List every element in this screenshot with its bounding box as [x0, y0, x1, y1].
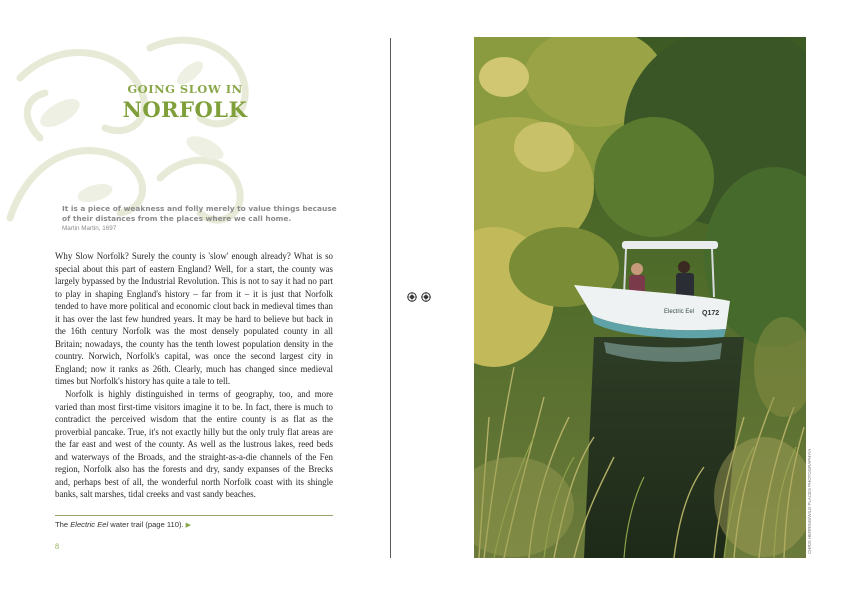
- caption-rule: [55, 515, 333, 516]
- epigraph-attribution: Martin Martin, 1697: [62, 225, 117, 232]
- boat-name-label: Electric Eel: [664, 309, 695, 315]
- registration-mark-icon: [421, 292, 431, 302]
- caption-arrow-icon: ▶: [185, 522, 191, 529]
- page-number: 8: [55, 542, 59, 551]
- boat-in-reeds-photo: [474, 37, 806, 558]
- registration-mark-icon: [407, 292, 417, 302]
- paragraph-1: Why Slow Norfolk? Surely the county is 'slow' enough already? What is so special about this part of eastern England? Well, for a start, the county was largely bypassed by the Industrial Revolution. This is not to say it had no part to play in shaping England's history – far from it – it is just that Norfolk tended to have more political and economic clout back in medieval times than it has over the last few hundred years. It may be hard to believe but back in the 16th century Norfolk was the most densely populated county in all Britain; nowadays, the county has the tenth lowest population density in the country. Norwich, Norfolk's capital, was once the second largest city in England; now it ranks as 26th. Clearly, much has changed since medieval times but Norfolk's history has quite a tale to tell.: [55, 251, 333, 387]
- epigraph-text: It is a piece of weakness and folly merely to value things because of their distances from the places where we call home.: [62, 204, 337, 223]
- photo-caption: [55, 520, 191, 529]
- page-gutter: [390, 38, 391, 558]
- epigraph: [62, 204, 342, 232]
- paragraph-2: Norfolk is highly distinguished in terms of geography, too, and more varied than most first-time visitors imagine it to be. In fact, there is much to contradict the perceived wisdom that the entire county is as flat as the proverbial pancake. True, it's not exactly hilly but the only truly flat areas are the far east and west of the county. As well as the lustrous lakes, reed beds and waterways of the Broads, and the straight-as-a-die channels of the Fen region, Norfolk also has the forests and dry, sandy expanses of the Brecks and, perhaps best of all, the wonderful north Norfolk coast with its shingle banks, salt marshes, tidal creeks and vast sandy beaches.: [55, 389, 333, 500]
- heading-title: NORFOLK: [122, 97, 248, 122]
- caption-italic: Electric Eel: [70, 520, 109, 529]
- photo-credit: CHRIS HERRING/WILD PLACES PHOTOGRAPHY/A: [807, 448, 812, 554]
- boat-number-label: Q172: [702, 310, 720, 317]
- heading-subtitle: GOING SLOW IN: [127, 82, 243, 96]
- body-text: [55, 250, 333, 501]
- chapter-heading: [120, 82, 250, 122]
- caption-suffix: water trail (page 110).: [108, 520, 184, 529]
- caption-prefix: The: [55, 520, 71, 529]
